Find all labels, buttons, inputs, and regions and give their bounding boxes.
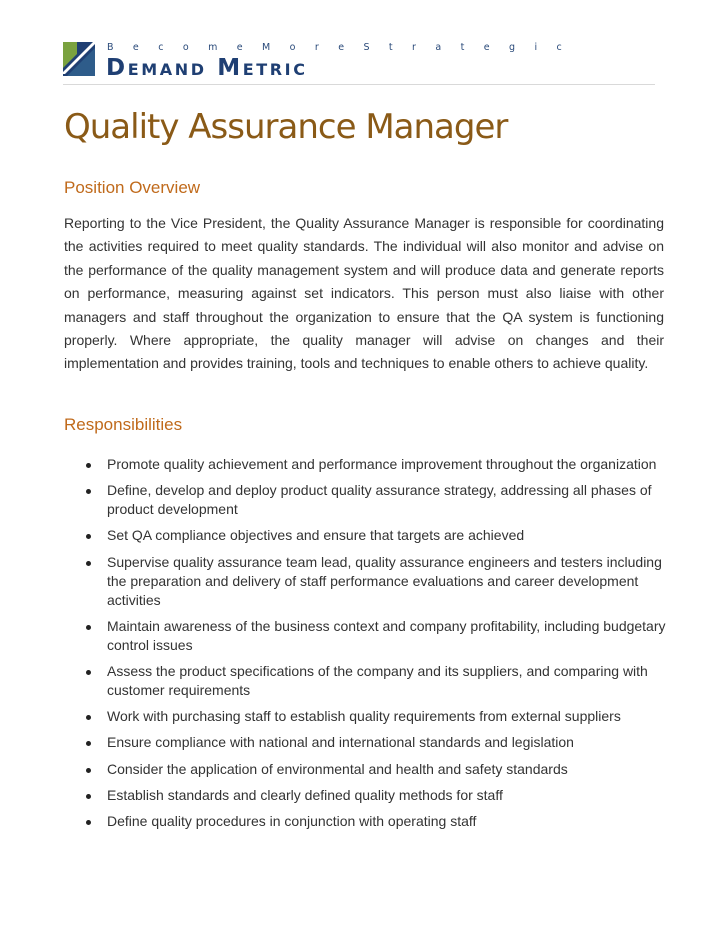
- responsibilities-heading: Responsibilities: [64, 415, 183, 434]
- demand-metric-logo-icon: [63, 42, 95, 76]
- list-item: Set QA compliance objectives and ensure that targets are achieved: [86, 526, 666, 545]
- list-item: Establish standards and clearly defined quality methods for staff: [86, 786, 666, 805]
- list-item: Supervise quality assurance team lead, quality assurance engineers and testers including the preparation and delivery of staff performance evaluations and career development activities: [86, 553, 666, 610]
- list-item: Define quality procedures in conjunction with operating staff: [86, 812, 666, 831]
- header-divider: [63, 84, 655, 85]
- list-item: Promote quality achievement and performance improvement throughout the organization: [86, 455, 666, 474]
- list-item: Work with purchasing staff to establish quality requirements from external suppliers: [86, 707, 666, 726]
- overview-heading: Position Overview: [64, 178, 201, 197]
- responsibilities-list: [86, 455, 666, 838]
- brand-name: Demand Metric: [106, 55, 308, 81]
- list-item: Consider the application of environmental and health and safety standards: [86, 760, 666, 779]
- list-item: Define, develop and deploy product quality assurance strategy, addressing all phases of product development: [86, 481, 666, 519]
- list-item: Maintain awareness of the business context and company profitability, including budgetary control issues: [86, 617, 666, 655]
- page-header: [63, 34, 663, 88]
- list-item: Assess the product specifications of the company and its suppliers, and comparing with customer requirements: [86, 662, 666, 700]
- page-title: Quality Assurance Manager: [64, 107, 508, 147]
- overview-paragraph: Reporting to the Vice President, the Quality Assurance Manager is responsible for coordinating the activities required to meet quality standards. The individual will also monitor and advise on the performance of the quality management system and will produce data and generate reports on performance, measuring against set indicators. This person must also liaise with other managers and staff throughout the organization to ensure that the QA system is functioning properly. Where appropriate, the quality manager will advise on changes and their implementation and provides training, tools and techniques to enable others to achieve quality.: [64, 215, 664, 372]
- list-item: Ensure compliance with national and international standards and legislation: [86, 733, 666, 752]
- brand-tagline: B e c o m e M o r e S t r a t e g i c: [107, 42, 570, 53]
